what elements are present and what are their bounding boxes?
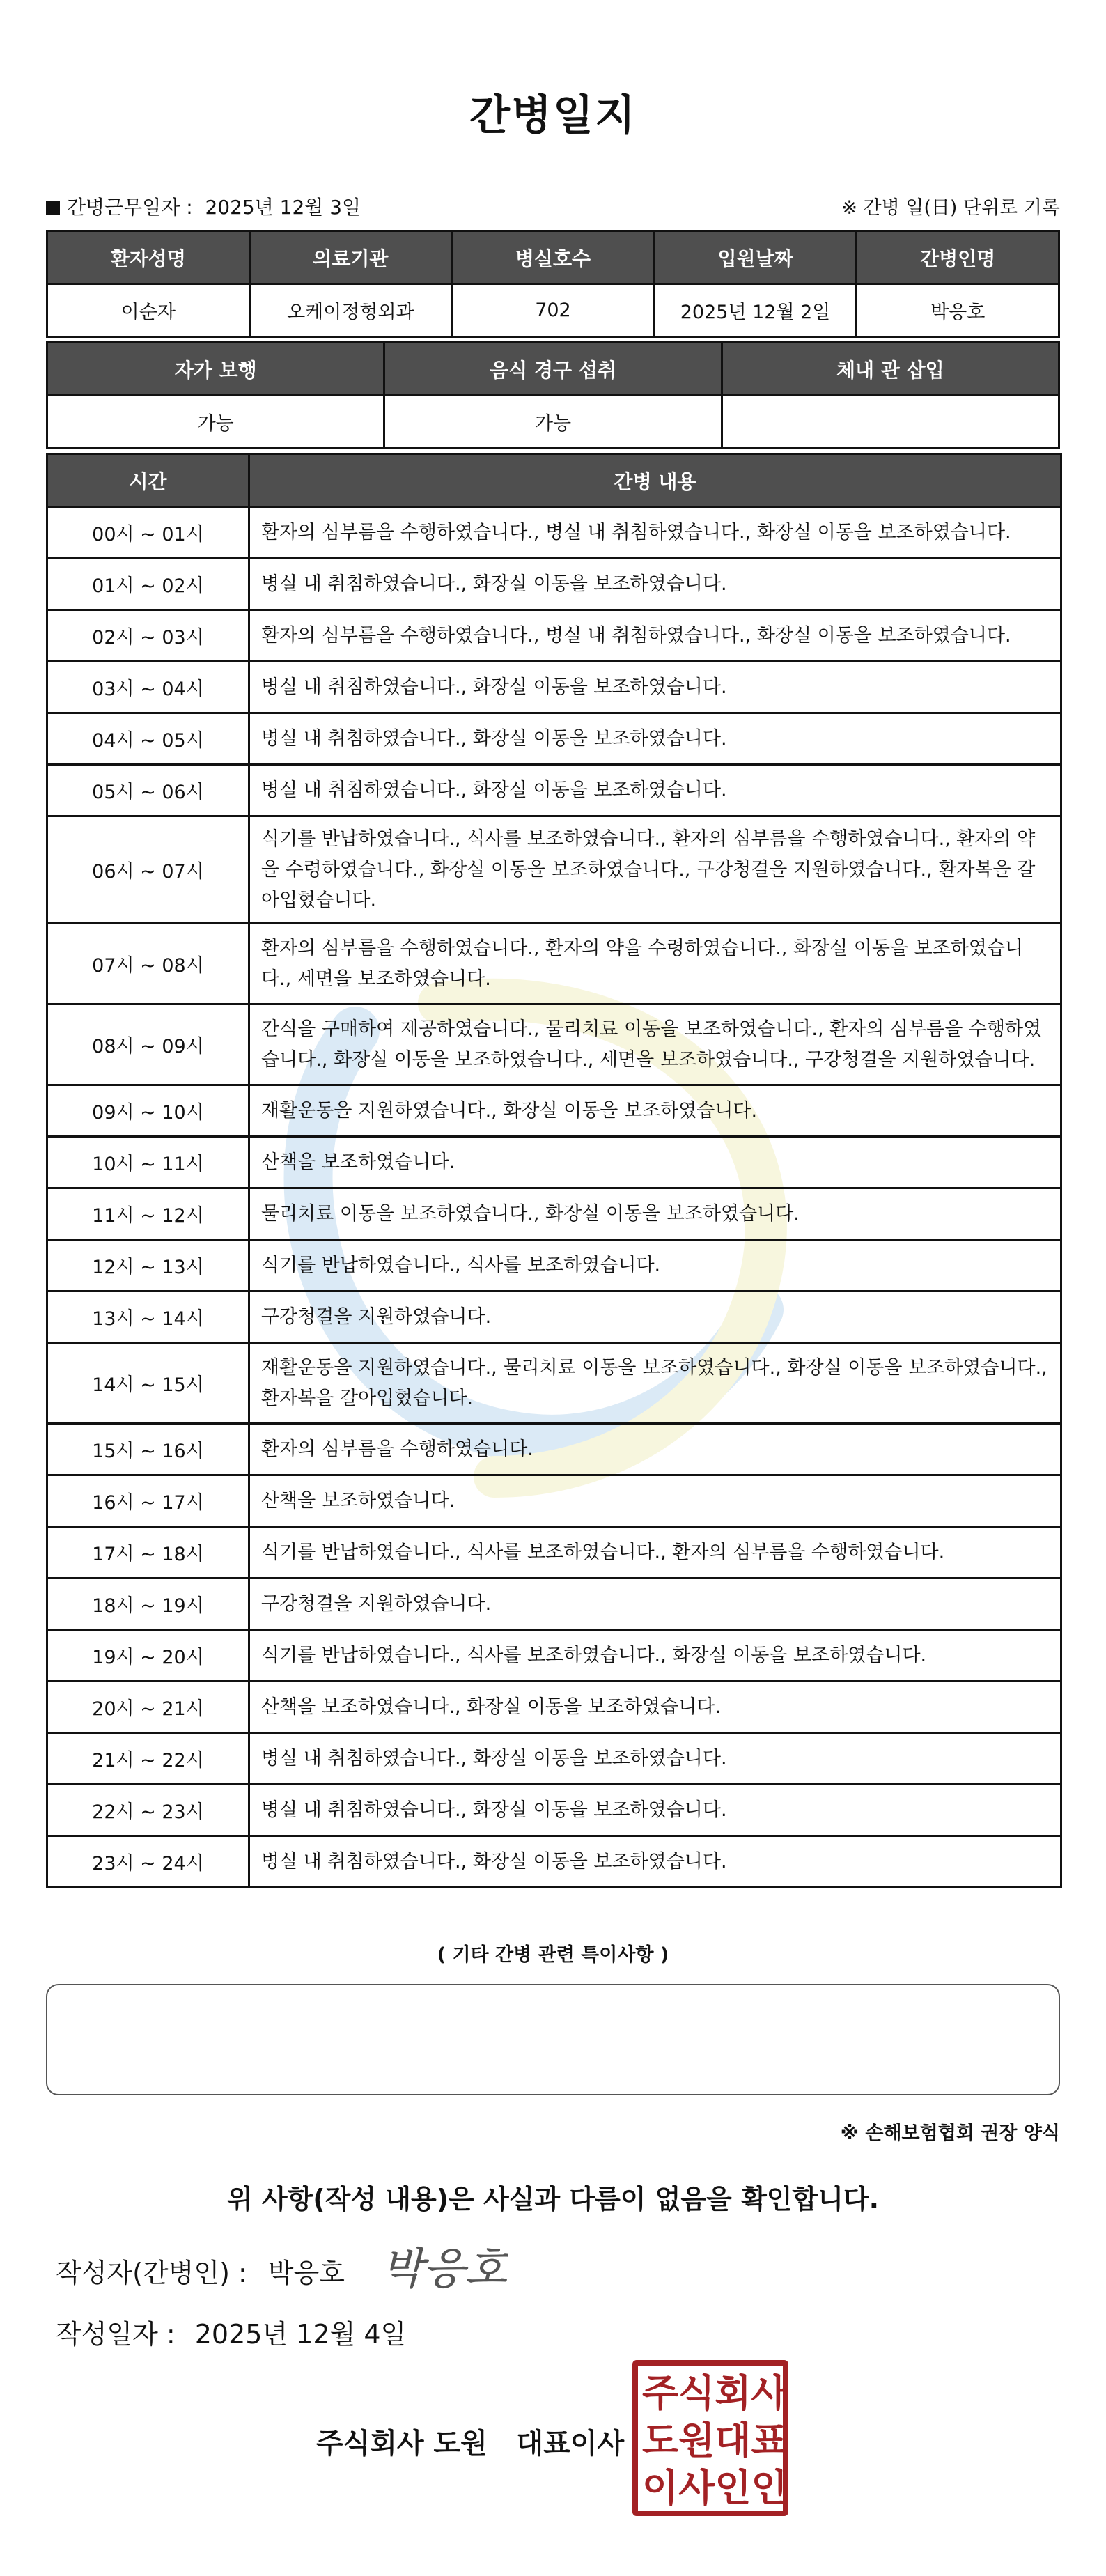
content-cell: 병실 내 취침하였습니다., 화장실 이동을 보조하였습니다. [249, 662, 1061, 713]
oral-intake-value: 가능 [384, 396, 722, 449]
time-cell: 13시 ~ 14시 [47, 1291, 249, 1343]
table-row [47, 1137, 1061, 1188]
time-cell: 18시 ~ 19시 [47, 1578, 249, 1630]
ability-header-row [47, 343, 1059, 396]
document-title: 간병일지 [469, 91, 637, 140]
info-header: 간병인명 [857, 231, 1059, 284]
time-cell: 07시 ~ 08시 [47, 924, 249, 1004]
content-cell: 재활운동을 지원하였습니다., 물리치료 이동을 보조하였습니다., 화장실 이동을 보조하였습니다., 환자복을 갈아입혔습니다. [249, 1343, 1061, 1424]
time-cell: 03시 ~ 04시 [47, 662, 249, 713]
table-row [47, 1004, 1061, 1085]
time-cell: 12시 ~ 13시 [47, 1240, 249, 1291]
form-source-note: ※ 손해보험협회 권장 양식 [840, 2123, 1060, 2144]
content-header: 간병 내용 [249, 454, 1061, 507]
content-cell: 식기를 반납하였습니다., 식사를 보조하였습니다., 화장실 이동을 보조하였습니다. [249, 1630, 1061, 1682]
content-cell: 병실 내 취침하였습니다., 화장실 이동을 보조하였습니다. [249, 765, 1061, 816]
time-cell: 14시 ~ 15시 [47, 1343, 249, 1424]
content-cell: 환자의 심부름을 수행하였습니다., 병실 내 취침하였습니다., 화장실 이동을 보조하였습니다. [249, 610, 1061, 662]
table-row [47, 1085, 1061, 1137]
seal-char: 사 [678, 2466, 715, 2510]
time-cell: 04시 ~ 05시 [47, 713, 249, 765]
date-value: 2025년 12월 4일 [194, 2319, 407, 2350]
seal-char: 도 [642, 2419, 679, 2462]
patient-info-table [46, 230, 1060, 338]
caregiver-name: 박응호 [857, 284, 1059, 337]
patient-ability-table [46, 341, 1060, 449]
content-cell: 식기를 반납하였습니다., 식사를 보조하였습니다., 환자의 심부름을 수행하였습니다. [249, 1527, 1061, 1578]
table-row [47, 1240, 1061, 1291]
ability-header: 체내 관 삽입 [722, 343, 1059, 396]
table-row [47, 1785, 1061, 1836]
info-header-row [47, 231, 1059, 284]
table-row [47, 559, 1061, 610]
hospital-name: 오케이정형외과 [249, 284, 452, 337]
time-cell: 00시 ~ 01시 [47, 507, 249, 559]
date-label: 작성일자 : [56, 2319, 176, 2350]
notes-title: ( 기타 간병 관련 특이사항 ) [437, 1944, 669, 1966]
writer-name: 박응호 [267, 2258, 345, 2288]
table-row [47, 1424, 1061, 1475]
time-cell: 20시 ~ 21시 [47, 1682, 249, 1733]
tube-insertion-value [722, 396, 1059, 449]
log-body [47, 507, 1061, 1888]
ability-header: 자가 보행 [47, 343, 384, 396]
confirmation-statement: 위 사항(작성 내용)은 사실과 다름이 없음을 확인합니다. [226, 2184, 880, 2214]
table-row [47, 816, 1061, 924]
content-cell: 물리치료 이동을 보조하였습니다., 화장실 이동을 보조하였습니다. [249, 1188, 1061, 1240]
log-header-row [47, 454, 1061, 507]
ability-header: 음식 경구 섭취 [384, 343, 722, 396]
table-row [47, 1630, 1061, 1682]
table-row [47, 1527, 1061, 1578]
info-header: 입원날짜 [654, 231, 857, 284]
time-cell: 17시 ~ 18시 [47, 1527, 249, 1578]
handwritten-signature [376, 2229, 508, 2306]
table-row [47, 1291, 1061, 1343]
ability-value-row [47, 396, 1059, 449]
time-cell: 08시 ~ 09시 [47, 1004, 249, 1085]
seal-char: 인 [751, 2466, 788, 2510]
room-number: 702 [452, 284, 655, 337]
content-cell: 환자의 심부름을 수행하였습니다. [249, 1424, 1061, 1475]
seal-char: 표 [751, 2419, 788, 2462]
seal-char: 원 [678, 2419, 715, 2462]
info-header: 의료기관 [249, 231, 452, 284]
time-cell: 01시 ~ 02시 [47, 559, 249, 610]
admission-date: 2025년 12월 2일 [654, 284, 857, 337]
info-value-row [47, 284, 1059, 337]
seal-char: 대 [715, 2419, 751, 2462]
time-cell: 15시 ~ 16시 [47, 1424, 249, 1475]
info-header: 병실호수 [452, 231, 655, 284]
content-cell: 구강청결을 지원하였습니다. [249, 1578, 1061, 1630]
seal-char: 사 [751, 2371, 788, 2415]
content-cell: 구강청결을 지원하였습니다. [249, 1291, 1061, 1343]
time-cell: 10시 ~ 11시 [47, 1137, 249, 1188]
work-date-value: 2025년 12월 3일 [205, 196, 361, 219]
time-cell: 06시 ~ 07시 [47, 816, 249, 924]
content-cell: 산책을 보조하였습니다. [249, 1475, 1061, 1527]
work-date: 간병근무일자 : 2025년 12월 3일 [46, 192, 361, 220]
content-cell: 간식을 구매하여 제공하였습니다., 물리치료 이동을 보조하였습니다., 환자의 심부름을 수행하였습니다., 화장실 이동을 보조하였습니다., 세면을 보조하였습니다., 구강청결을 지원하였습니다. [249, 1004, 1061, 1085]
seal-char: 인 [715, 2466, 751, 2510]
table-row [47, 765, 1061, 816]
content-cell: 산책을 보조하였습니다. [249, 1137, 1061, 1188]
info-header: 환자성명 [47, 231, 250, 284]
table-row [47, 610, 1061, 662]
table-row [47, 1475, 1061, 1527]
time-cell: 05시 ~ 06시 [47, 765, 249, 816]
time-cell: 09시 ~ 10시 [47, 1085, 249, 1137]
seal-char: 식 [678, 2371, 715, 2415]
content-cell: 병실 내 취침하였습니다., 화장실 이동을 보조하였습니다. [249, 559, 1061, 610]
content-cell: 환자의 심부름을 수행하였습니다., 환자의 약을 수령하였습니다., 화장실 이동을 보조하였습니다., 세면을 보조하였습니다. [249, 924, 1061, 1004]
table-row [47, 1733, 1061, 1785]
time-cell: 23시 ~ 24시 [47, 1836, 249, 1888]
seal-char: 주 [642, 2371, 679, 2415]
record-note: ※ 간병 일(日) 단위로 기록 [841, 197, 1060, 219]
content-cell: 환자의 심부름을 수행하였습니다., 병실 내 취침하였습니다., 화장실 이동을 보조하였습니다. [249, 507, 1061, 559]
patient-name: 이순자 [47, 284, 250, 337]
table-row [47, 1682, 1061, 1733]
time-header: 시간 [47, 454, 249, 507]
walking-value: 가능 [47, 396, 384, 449]
content-cell: 병실 내 취침하였습니다., 화장실 이동을 보조하였습니다. [249, 713, 1061, 765]
content-cell: 병실 내 취침하였습니다., 화장실 이동을 보조하였습니다. [249, 1785, 1061, 1836]
table-row [47, 924, 1061, 1004]
care-log-table [46, 453, 1062, 1888]
time-cell: 11시 ~ 12시 [47, 1188, 249, 1240]
content-cell: 식기를 반납하였습니다., 식사를 보조하였습니다. [249, 1240, 1061, 1291]
content-cell: 병실 내 취침하였습니다., 화장실 이동을 보조하였습니다. [249, 1836, 1061, 1888]
table-row [47, 713, 1061, 765]
company-seal [632, 2360, 788, 2516]
content-cell: 병실 내 취침하였습니다., 화장실 이동을 보조하였습니다. [249, 1733, 1061, 1785]
seal-char: 회 [715, 2371, 751, 2415]
time-cell: 02시 ~ 03시 [47, 610, 249, 662]
table-row [47, 1188, 1061, 1240]
writer-line [56, 2251, 345, 2290]
content-cell: 산책을 보조하였습니다., 화장실 이동을 보조하였습니다. [249, 1682, 1061, 1733]
written-date-line [56, 2313, 406, 2351]
time-cell: 16시 ~ 17시 [47, 1475, 249, 1527]
table-row [47, 1343, 1061, 1424]
time-cell: 19시 ~ 20시 [47, 1630, 249, 1682]
signature-text: 박응호 [382, 2243, 507, 2294]
content-cell: 재활운동을 지원하였습니다., 화장실 이동을 보조하였습니다. [249, 1085, 1061, 1137]
notes-box [46, 1984, 1060, 2095]
content-cell: 식기를 반납하였습니다., 식사를 보조하였습니다., 환자의 심부름을 수행하였습니다., 환자의 약을 수령하였습니다., 화장실 이동을 보조하였습니다., 구강청결을 지원하였습니다., 환자복을 갈아입혔습니다. [249, 816, 1061, 924]
table-row [47, 662, 1061, 713]
work-date-label: 간병근무일자 [67, 196, 180, 219]
table-row [47, 1578, 1061, 1630]
time-cell: 22시 ~ 23시 [47, 1785, 249, 1836]
seal-char: 이 [642, 2466, 679, 2510]
writer-label: 작성자(간병인) : [56, 2258, 247, 2288]
table-row [47, 507, 1061, 559]
company-name: 주식회사 도원 대표이사 [316, 2428, 625, 2460]
table-row [47, 1836, 1061, 1888]
square-bullet-icon [46, 201, 60, 215]
time-cell: 21시 ~ 22시 [47, 1733, 249, 1785]
